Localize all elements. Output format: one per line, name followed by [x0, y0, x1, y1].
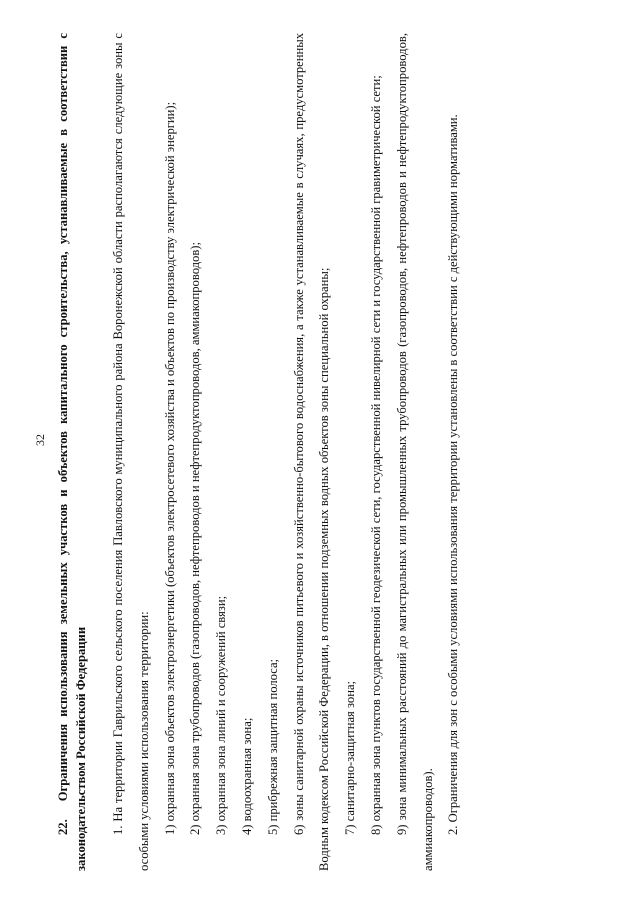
section-heading — [55, 33, 90, 871]
list-item-6: 6) зоны санитарной охраны источников питьевого и хозяйственно-бытового водоснабжения, а также устанавливаемые в случаях, предусмотренных Водным кодексом Российской Федерации, в отношении подземных водных объектов зоны специальной охраны; — [291, 33, 332, 871]
list-item-2: 2) охранная зона трубопроводов (газопроводов, нефтепроводов и нефтепродуктопроводов, аммиакопроводов); — [188, 242, 203, 835]
list-item-9: 9) зона минимальных расстояний до магистральных или промышленных трубопроводов (газопроводов, нефтепроводов и нефтепродуктопроводов, аммиакопроводов). — [394, 33, 435, 871]
document-body — [55, 33, 640, 871]
list-item-1: 1) охранная зона объектов электроэнергетики (объектов электросетевого хозяйства и объектов по производству электрической энергии); — [162, 101, 177, 835]
list-item-4: 4) водоохранная зона; — [239, 717, 254, 835]
list-item-5: 5) прибрежная защитная полоса; — [265, 658, 280, 835]
page-number: 32 — [33, 434, 47, 446]
section-number: 22. — [56, 819, 70, 835]
paragraph-restrictions: 2. Ограничения для зон с особыми условиями использования территории установлены в соответствии с действующими нормативами. — [446, 114, 461, 835]
list-item-7: 7) санитарно-защитная зона; — [343, 680, 358, 835]
section-title: Ограничения использования земельных участков и объектов капитального строительства, устанавливаемые в соответствии с законодательством Российской Федерации — [56, 33, 88, 871]
list-item-3: 3) охранная зона линий и сооружений связи; — [214, 595, 229, 835]
list-item-8: 8) охранная зона пунктов государственной геодезической сети, государственной нивелирной сети и государственной гравиметрической сети; — [368, 75, 383, 835]
spacer — [90, 33, 106, 871]
paragraph-intro: 1. На территории Гаврильского сельского поселения Павловского муниципального района Воронежской области располагаются следующие зоны с особыми условиями использования территории: — [111, 33, 151, 871]
